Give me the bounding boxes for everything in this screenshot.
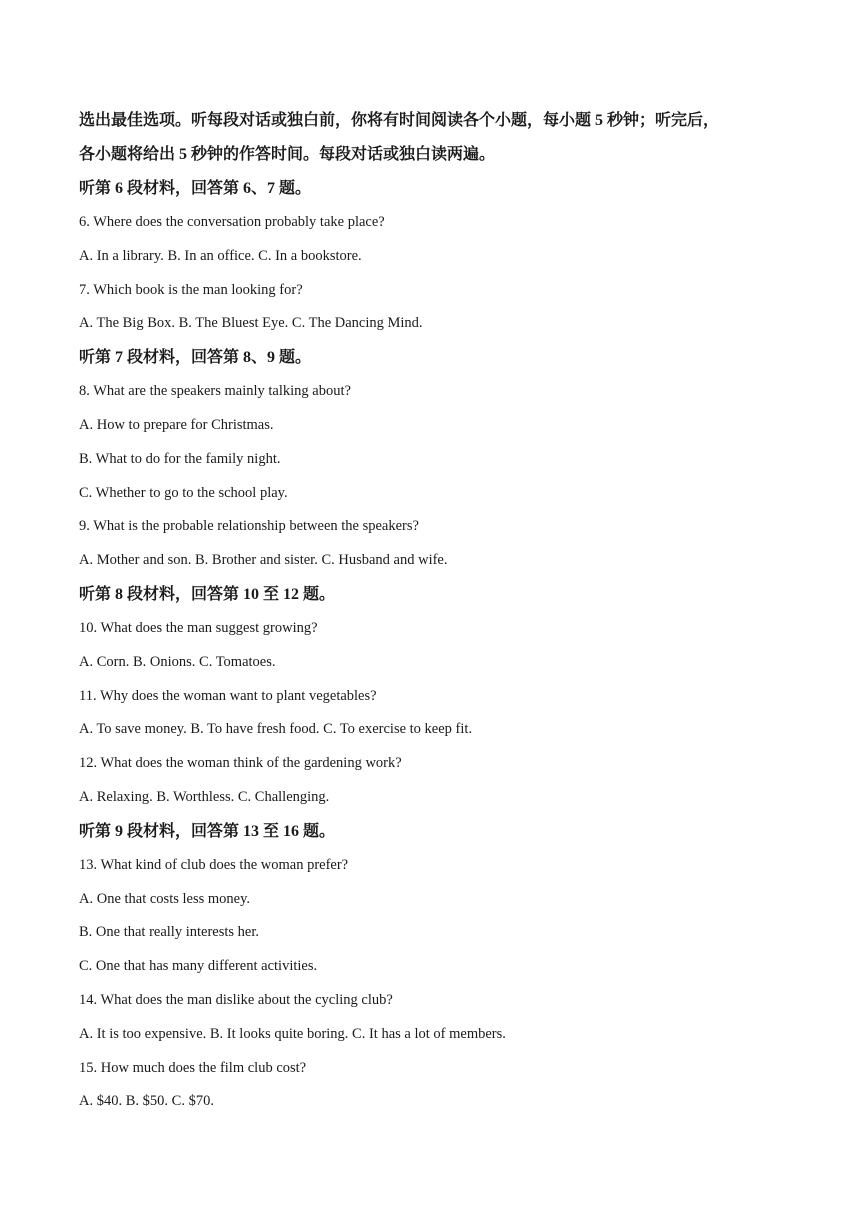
options-14: A. It is too expensive. B. It looks quite boring. C. It has a lot of members. [79,1025,506,1042]
section-material-8 [79,578,799,815]
section-material-9 [79,815,799,1119]
question-15: 15. How much does the film club cost? [79,1059,307,1076]
question-9: 9. What is the probable relationship between the speakers? [79,518,419,535]
section-heading: 听第 7 段材料，回答第 8、9 题。 [79,349,312,367]
options-11: A. To save money. B. To have fresh food. C. To exercise to keep fit. [79,721,473,738]
option-8a: A. How to prepare for Christmas. [79,416,274,433]
instructions-line-2: 各小题将给出 5 秒钟的作答时间。每段对话或独白读两遍。 [79,146,496,163]
option-13b: B. One that really interests her. [79,924,259,941]
section-material-6 [79,172,799,341]
question-12: 12. What does the woman think of the gardening work? [79,755,402,772]
question-10: 10. What does the man suggest growing? [79,619,318,636]
section-heading: 听第 8 段材料，回答第 10 至 12 题。 [79,585,336,603]
options-6: A. In a library. B. In an office. C. In a bookstore. [79,247,362,264]
options-12: A. Relaxing. B. Worthless. C. Challenging. [79,788,330,805]
section-heading: 听第 9 段材料，回答第 13 至 16 题。 [79,822,336,840]
instructions-paragraph [79,104,799,172]
options-10: A. Corn. B. Onions. C. Tomatoes. [79,653,276,670]
options-15: A. $40. B. $50. C. $70. [79,1093,214,1110]
question-13: 13. What kind of club does the woman prefer? [79,856,349,873]
document-page [79,104,799,1119]
option-13a: A. One that costs less money. [79,890,251,907]
question-8: 8. What are the speakers mainly talking about? [79,383,351,400]
question-6: 6. Where does the conversation probably take place? [79,214,385,230]
options-7: A. The Big Box. B. The Bluest Eye. C. The Dancing Mind. [79,315,423,332]
option-8b: B. What to do for the family night. [79,450,281,467]
option-13c: C. One that has many different activities. [79,958,318,975]
section-material-7 [79,341,799,578]
question-11: 11. Why does the woman want to plant vegetables? [79,687,377,704]
question-14: 14. What does the man dislike about the cycling club? [79,991,393,1008]
instructions-line-1: 选出最佳选项。听每段对话或独白前，你将有时间阅读各个小题，每小题 5 秒钟；听完后， [79,112,720,129]
question-7: 7. Which book is the man looking for? [79,281,303,298]
options-9: A. Mother and son. B. Brother and sister. C. Husband and wife. [79,552,448,569]
option-8c: C. Whether to go to the school play. [79,484,288,501]
section-heading: 听第 6 段材料，回答第 6、7 题。 [79,180,312,197]
